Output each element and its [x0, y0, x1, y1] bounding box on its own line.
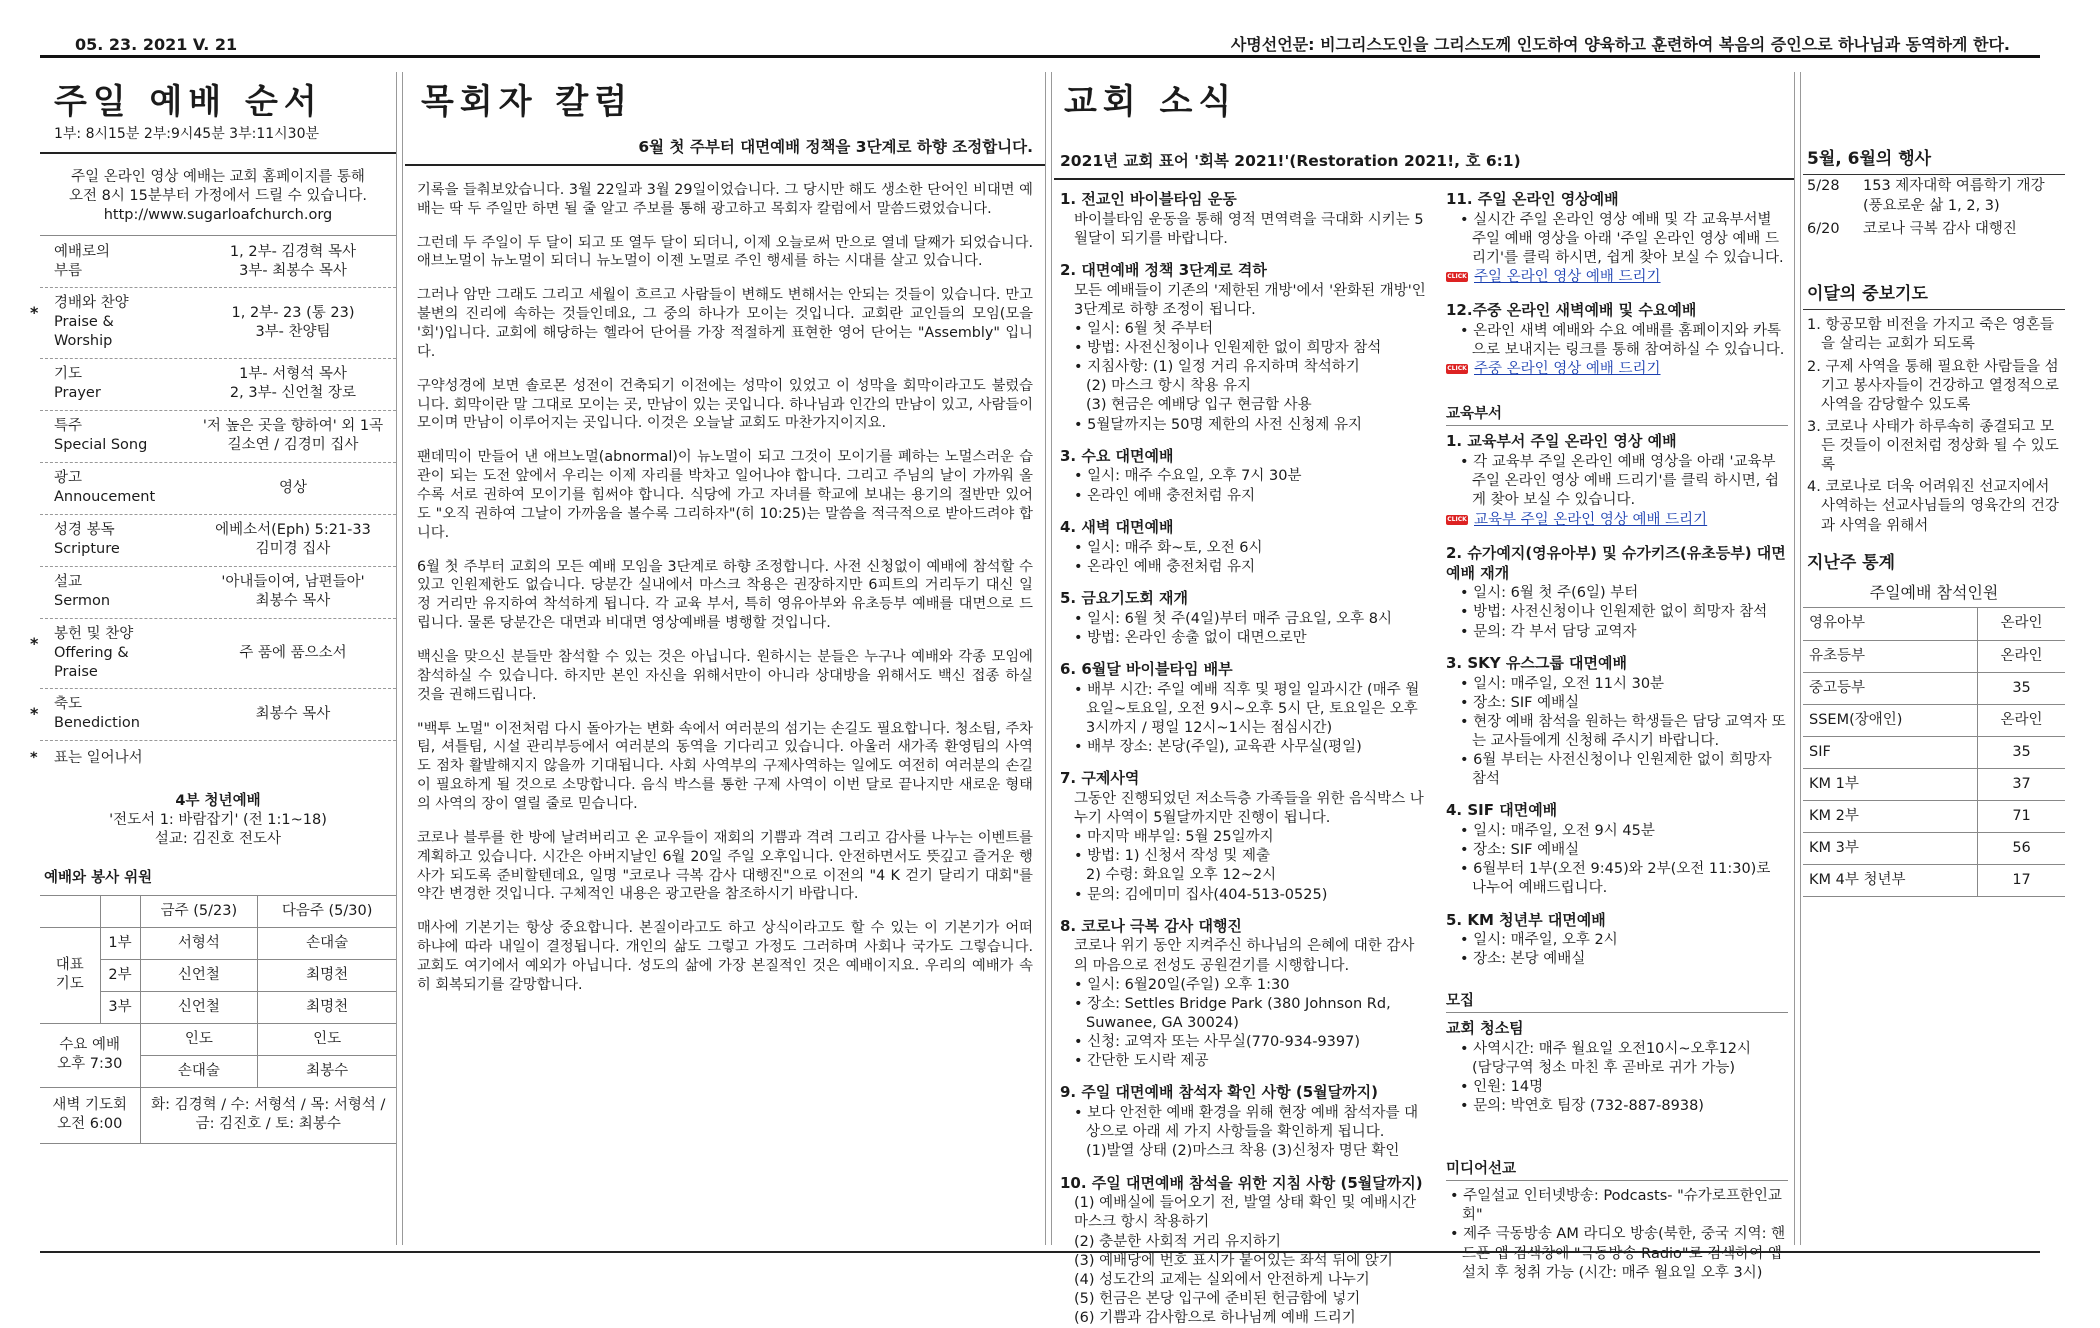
order-item-value: 1, 2부- 23 (통 23) 3부- 찬양팀	[231, 304, 355, 340]
worship-order-column	[30, 72, 396, 1245]
order-item-value: '아내들이여, 남편들아' 최봉수 목사	[221, 573, 365, 610]
stat-dept: 중고등부	[1803, 672, 1978, 704]
header-bar	[40, 32, 2040, 58]
order-row	[40, 411, 396, 463]
news-bullet: • 배부 장소: 본당(주일), 교육관 사무실(평일)	[1074, 738, 1428, 757]
prayer-title: 이달의 중보기도	[1803, 275, 2065, 310]
news-bullet: • 신청: 교역자 또는 사무실(770-934-9397)	[1074, 1033, 1428, 1052]
prayer-item: 4. 코로나로 더욱 어려워진 선교지에서 사역하는 선교사님들의 영육간의 건강과 사역을 위해서	[1807, 479, 2059, 534]
column-paragraph: 코로나 블루를 한 방에 날려버리고 온 교우들이 재회의 기쁨과 격려 그리고 감사를 나누는 이벤트를 계획하고 있습니다. 시간은 아버지날인 6월 20일 주일 오후입니다. 안전하면서도 뜻깊고 즐거운 행사가 되도록 준비할텐데요, 일명 "코로나 극복 감사 대행진"으로 이전의 "4 K 걷기 달리기 대회"를 약간 변경한 것입니다. 구체적인 내용은 광고란을 참조하시기 바랍니다.	[417, 829, 1033, 903]
order-item-value: 주 품에 품으소서	[239, 644, 347, 661]
church-news-title: 교회 소식	[1064, 82, 1238, 122]
education-online-link[interactable]: 교육부 주일 온라인 영상 예배 드리기	[1474, 511, 1708, 528]
volunteers-table: 금주 (5/23) 다음주 (5/30) 대표 기도 1부 서형석 손대술 2부 신언철 최명천 3부 신언철 최명천 수요 예배 오후 7:30 인도 인도 손대술 최봉수 새벽 기도회 오전 6:00 화: 김경혁 / 수: 서형석 / 목: 서형석 / 금: 김진호 / 토: 최봉수	[40, 895, 396, 1144]
event-date: 6/20	[1807, 220, 1840, 237]
news-bullet: • 일시: 매주 수요일, 오후 7시 30분	[1074, 467, 1428, 486]
order-item-name: 성경 봉독 Scripture	[54, 521, 120, 558]
events-list	[1803, 175, 2065, 240]
click-icon: CLICK	[1447, 365, 1467, 373]
news-item-heading: 10. 주일 대면예배 참석을 위한 지침 사항 (5월달까지)	[1060, 1173, 1423, 1192]
stat-dept: KM 1부	[1803, 768, 1978, 800]
news-item	[1060, 1174, 1428, 1328]
column-paragraph: 구약성경에 보면 솔로몬 성전이 건축되기 이전에는 성막이 있었고 이 성막을 회막이라고도 불렀습니다. 회막이란 말 그대로 모이는 곳, 만남이 있는 곳입니다. 하나님과 인간의 만남이 있고, 사람들이 모이며 만남이 이루어지는 곳입니다. 이것은 오늘날 교회도 마찬가지이지요.	[417, 377, 1033, 432]
stat-row	[1803, 768, 2065, 800]
prayer-item: 3. 코로나 사태가 하루속히 종결되고 모든 것들이 이전처럼 정상화 될 수 있도록	[1807, 418, 2059, 474]
news-item	[1060, 518, 1428, 577]
order-item-name: 특주 Special Song	[54, 417, 148, 454]
prayer-item: 1. 항공모함 비전을 가지고 죽은 영혼들을 살리는 교회가 되도록	[1807, 317, 2054, 353]
star-mark: *	[30, 633, 39, 653]
order-item-value: 1부- 서형석 목사 2, 3부- 신언철 장로	[229, 365, 357, 402]
column-body	[405, 181, 1045, 995]
column-paragraph: 매사에 기본기는 항상 중요합니다. 본질이라고도 하고 상식이라고도 할 수 있는 이 기본기가 어떠 하냐에 따라 내일이 결정됩니다. 개인의 삶도 그렇고 가정도 그러하며 사회나 국가도 그렇습니다. 교회도 여기에서 예외가 아닙니다. 성도의 삶에 가장 본질적인 것은 예배이지요. 우리의 예배가 속히 회복되기를 갈망합니다.	[417, 920, 1033, 993]
news-item-desc: 코로나 위기 동안 지켜주신 하나님의 은혜에 대한 감사의 마음으로 전성도 공원걷기를 시행합니다.	[1074, 938, 1415, 974]
stat-value: 온라인	[1978, 608, 2065, 640]
order-item-name: 기도 Prayer	[54, 365, 101, 402]
stat-dept: 영유아부	[1803, 608, 1978, 640]
stat-value: 35	[1978, 736, 2065, 768]
news-item-desc: 그동안 진행되었던 저소득층 가족들을 위한 음식박스 나누기 사역이 5월달까지만 진행이 됩니다.	[1074, 790, 1424, 827]
events-title: 5월, 6월의 행사	[1803, 140, 2065, 175]
prayer-list	[1803, 316, 2065, 535]
news-item-heading: 3. 수요 대면예배	[1060, 446, 1174, 465]
service-times: 1부: 8시15분 2부:9시45분 3부:11시30분	[54, 126, 320, 143]
event-text: 153 제자대학 여름학기 개강 (풍요로운 삶 1, 2, 3)	[1863, 178, 2045, 214]
news-item-list	[1060, 610, 1428, 648]
volunteers-title: 예배와 봉사 위원	[44, 870, 153, 887]
news-item-heading: 4. 새벽 대면예배	[1060, 517, 1174, 536]
stat-dept: KM 2부	[1803, 800, 1978, 832]
news-bullet: • 장소: Settles Bridge Park (380 Johnson Rd, Suwanee, GA 30024)	[1074, 995, 1428, 1033]
pastor-column-title: 목회자 칼럼	[421, 82, 634, 122]
news-bullet: • 일시: 6월20일(주일) 오후 1:30	[1074, 976, 1428, 995]
order-row	[40, 359, 396, 411]
order-row	[30, 288, 396, 358]
news-bullet: • 일시: 6월 첫 주(4일)부터 매주 금요일, 오후 8시	[1074, 610, 1428, 629]
event-date: 5/28	[1807, 178, 1840, 195]
stats-title: 지난주 통계	[1807, 552, 1896, 573]
education-section-title: 교육부서	[1446, 405, 1788, 426]
order-item-value: 1, 2부- 김경혁 목사 3부- 최봉수 목사	[229, 243, 357, 279]
stat-value: 17	[1978, 864, 2065, 896]
order-item-value: 영상	[278, 479, 307, 496]
sunday-online-link[interactable]: 주일 온라인 영상 예배 드리기	[1474, 269, 1661, 286]
news-item-list	[1060, 976, 1428, 1072]
order-item-value: 에베소서(Eph) 5:21-33 김미경 집사	[215, 521, 371, 558]
news-item-list	[1060, 828, 1428, 905]
attendance-table: 주일예배 참석인원 영유아부 온라인 유초등부 온라인 중고등부 35 SSEM(장애인) 온라인 SIF 35 KM 1부 37 KM 2부 71 KM 3부 56 KM 4부 청년부 17	[1803, 578, 2065, 897]
stat-row	[1803, 608, 2065, 640]
news-item	[1060, 769, 1428, 905]
column-paragraph: 그런데 두 주일이 두 달이 되고 또 열두 달이 되더니, 이제 오늘로써 만으로 열네 달째가 되었습니다. 애브노멀이 뉴노멀이 되더니 뉴노멀이 이젠 노멀로 주인 행세를 하는 시대를 살고 있습니다.	[417, 234, 1033, 270]
order-item-name: 설교 Sermon	[54, 573, 111, 610]
news-item	[1060, 917, 1428, 1072]
event-row	[1803, 175, 2065, 217]
stat-row	[1803, 704, 2065, 736]
column-lead: 6월 첫 주부터 대면예배 정책을 3단계로 하향 조정합니다.	[405, 125, 1045, 165]
click-icon: CLICK	[1447, 273, 1467, 281]
column-divider	[1794, 72, 1801, 1245]
stat-row	[1803, 736, 2065, 768]
star-mark: *	[30, 303, 39, 323]
stat-value: 온라인	[1978, 640, 2065, 672]
news-item-list	[1060, 320, 1428, 435]
stat-value: 온라인	[1978, 704, 2065, 736]
prayer-item: 2. 구제 사역을 통해 필요한 사람들을 섬기고 봉사자들이 건강하고 열정적으로 사역을 감당할수 있도록	[1807, 358, 2059, 413]
news-list-left	[1054, 180, 1434, 1328]
event-row	[1803, 218, 2065, 241]
news-item	[1060, 447, 1428, 506]
stat-row	[1803, 864, 2065, 896]
column-divider	[396, 72, 403, 1245]
stat-row	[1803, 832, 2065, 864]
stat-value: 37	[1978, 768, 2065, 800]
events-column	[1803, 72, 2065, 1245]
column-paragraph: 6월 첫 주부터 교회의 모든 예배 모임을 3단계로 하향 조정합니다. 사전 신청없이 예배에 참석할 수 있고 인원제한도 없습니다. 당분간 실내에서 마스크 착용은 권장하지만 6피트의 거리두기 대신 일정 거리만 유지하여 착석하게 됩니다. 각 교육 부서, 특히 영유아부와 유초등부 예배를 대면으로 드립니다. 물론 당분간은 대면과 비대면 영상예배를 병행할 것입니다.	[417, 558, 1033, 632]
news-item	[1060, 261, 1428, 435]
event-text: 코로나 극복 감사 대행진	[1863, 220, 2017, 237]
stat-dept: SIF	[1803, 736, 1978, 768]
news-item-list	[1060, 539, 1428, 577]
worship-order-title: 주일 예배 순서	[54, 82, 323, 122]
news-item	[1060, 1083, 1428, 1161]
order-item-name: 경배와 찬양 Praise & Worship	[54, 295, 129, 350]
order-item-name: 예배로의 부름	[54, 243, 111, 279]
star-note: * 표는 일어나서	[30, 749, 143, 766]
news-item-heading: 9. 주일 대면예배 참석자 확인 사항 (5월달까지)	[1060, 1083, 1378, 1102]
stat-dept: KM 4부 청년부	[1803, 864, 1978, 896]
news-item-heading: 7. 구제사역	[1060, 769, 1140, 788]
news-item-list	[1060, 1104, 1428, 1161]
order-row	[40, 463, 396, 515]
order-item-name: 봉헌 및 찬양 Offering & Praise	[54, 625, 134, 680]
year-motto: 2021년 교회 표어 '회복 2021!'(Restoration 2021!, 호 6:1)	[1054, 137, 1794, 179]
order-row	[40, 236, 396, 288]
news-item	[1060, 660, 1428, 757]
news-bullet: • 간단한 도시락 제공	[1074, 1052, 1428, 1071]
church-website-link[interactable]: http://www.sugarloafchurch.org	[103, 207, 333, 224]
click-icon: CLICK	[1447, 515, 1467, 523]
order-row	[40, 567, 396, 619]
stat-value: 71	[1978, 800, 2065, 832]
order-item-name: 축도 Benediction	[54, 696, 140, 732]
stat-row	[1803, 800, 2065, 832]
order-row	[40, 515, 396, 567]
news-item-desc: 모든 예배들이 기존의 '제한된 개방'에서 '완화된 개방'인 3단계로 하향 조정이 됩니다.	[1074, 282, 1426, 318]
news-item-heading: 6. 6월달 바이블타임 배부	[1060, 659, 1233, 678]
church-news-column	[1054, 72, 1794, 1327]
rep-prayer-label: 대표 기도	[40, 927, 100, 1023]
recruit-section-title: 모집	[1446, 992, 1788, 1013]
pastor-column	[405, 72, 1045, 1245]
news-bullet: • 방법: 사전신청이나 인원제한 없이 희망자 참석	[1074, 339, 1428, 358]
online-note: 주일 온라인 영상 예배는 교회 홈페이지를 통해 오전 8시 15분부터 가정에서 드릴 수 있습니다. http://www.sugarloafchurch.org	[40, 154, 396, 236]
stat-value: 56	[1978, 832, 2065, 864]
news-item	[1060, 589, 1428, 648]
order-item-name: 광고 Annoucement	[54, 469, 156, 506]
news-bullet: • 지침사항: (1) 일정 거리 유지하며 착석하기 (2) 마스크 항시 착용 유지 (3) 현금은 예배당 입구 현금함 사용	[1074, 358, 1428, 415]
news-item-heading: 1. 전교인 바이블타임 운동	[1060, 189, 1237, 208]
bulletin-date: 05. 23. 2021 V. 21	[75, 35, 238, 54]
column-paragraph: 기록을 들춰보았습니다. 3월 22일과 3월 29일이었습니다. 그 당시만 해도 생소한 단어인 비대면 예배는 딱 두 주일만 하면 될 줄 알고 주보를 통해 광고하고 목회자 칼럼에서 말씀드렸었습니다.	[417, 181, 1033, 217]
star-mark: *	[30, 703, 39, 723]
weekday-online-link[interactable]: 주중 온라인 영상 예배 드리기	[1474, 361, 1661, 378]
news-bullet: • 마지막 배부일: 5월 25일까지	[1074, 828, 1428, 847]
order-item-value: 최봉수 목사	[255, 705, 331, 722]
column-paragraph: "백투 노멀" 이전처럼 다시 돌아가는 변화 속에서 여러분의 섬기는 손길도 필요합니다. 청소팀, 주차팀, 셔틀팀, 시설 관리부등에서 여러분의 동역을 기다리고 있습니다. 아울러 새가족 환영팀의 사역도 점차 활발해지지 않을까 기대됩니다. 사회 사역부의 구제사역하는 일에도 여전히 여러분의 손길이 필요하게 될 것으로 소망합니다. 음식 박스를 통한 구제 사역이 이번 달로 끝나지만 새로운 형태의 사역의 장이 열릴 줄로 믿습니다.	[417, 720, 1033, 813]
stat-dept: SSEM(장애인)	[1803, 704, 1978, 736]
column-paragraph: 그러나 암만 그래도 그리고 세월이 흐르고 사람들이 변해도 변해서는 안되는 것들이 있습니다. 만고불변의 진리에 속하는 것들인데요, 그 중의 하나가 모이는 것입니다. 교회란 교인들의 모임(모을 '회')입니다. 교회에 해당하는 헬라어 단어를 가장 적절하게 표현한 영어 단어는 "Assembly" 입니다.	[417, 287, 1033, 360]
news-item-heading: 2. 대면예배 정책 3단계로 격하	[1060, 260, 1267, 279]
news-list-right: 11. 주일 온라인 영상예배 • 실시간 주일 온라인 영상 예배 및 각 교육부서별 주일 예배 영상을 아래 '주일 온라인 영상 예배 드리기'를 클릭 하시면, 쉽게 찾아 보실 수 있습니다. CLICK 주일 온라인 영상 예배 드리기 12.주중 온라인 새벽예배 및 수요예배 • 온라인 새벽 예배와 수요 예배를 홈페이지와 카톡으로 보내지는 링크를 통해 참여하실 수 있습니다. CLICK 주중 온라인 영상 예배 드리기 교육부서 1. 교육부서 주일 온라인 영상 예배 • 각 교육부 주일 온라인 예배 영상을 아래 '교육부 주일 온라인 영상 예배 드리기'를 클릭 하시면, 쉽게 찾아 보실 수 있습니다. CLICK 교육부 주일 온라인 영상 예배 드리기 2. 슈가예지(영유아부) 및 슈가키즈(유초등부) 대면예배 재개 • 일시: 6월 첫 주(6일) 부터 • 방법: 사전신청이나 인원제한 없이 희망자 참석 • 문의: 각 부서 담당 교역자 3. SKY 유스그룹 대면예배 • 일시: 매주일, 오전 11시 30분 • 장소: SIF 예배실 • 현장 예배 참석을 원하는 학생들은 담당 교역자 또는 교사들에게 신청해 주시기 바랍니다. • 6월 부터는 사전신청이나 인원제한 없이 희망자 참석 4. SIF 대면예배 • 일시: 매주일, 오전 9시 45분 • 장소: SIF 예배실 • 6월부터 1부(오전 9:45)와 2부(오전 11:30)로 나누어 예배드립니다. 5. KM 청년부 대면예배 • 일시: 매주일, 오후 2시 • 장소: 본당 예배실 모집 교회 청소팀 • 사역시간: 매주 월요일 오전10시~오후12시 (담당구역 청소 마친 후 곧바로 귀가 가능) • 인원: 14명 • 문의: 박연호 팀장 (732-887-8938) 미디어선교 • 주일설교 인터넷방송: Podcasts- "슈가로프한인교회" • 제주 극동방송 AM 라디오 방송(북한, 중국 지역: 핸드폰 앱 검색창에 "극동방송 Radio"로 검색하여 앱 설치 후 청취 가능 (시간: 매주 월요일 오후 3시)	[1434, 180, 1794, 1328]
news-bullet: • 문의: 김에미미 집사(404-513-0525)	[1074, 886, 1428, 905]
news-bullet: • 일시: 매주 화~토, 오전 6시	[1074, 539, 1428, 558]
news-bullet: • 방법: 1) 신청서 작성 및 제출 2) 수령: 화요일 오후 12~2시	[1074, 847, 1428, 885]
stat-dept: KM 3부	[1803, 832, 1978, 864]
news-bullet: • 배부 시간: 주일 예배 직후 및 평일 일과시간 (매주 월요일~토요일, 오전 9시~오후 5시 단, 토요일은 오후 3시까지 / 평일 12시~1시는 점심시간)	[1074, 681, 1428, 738]
mission-statement: 사명선언문: 비그리스도인을 그리스도께 인도하여 양육하고 훈련하여 복음의 증인으로 하나님과 동역하게 한다.	[1230, 35, 2010, 54]
column-paragraph: 팬데믹이 만들어 낸 애브노멀(abnormal)이 뉴노멀이 되고 그것이 모이기를 폐하는 노멀스러운 습관이 되는 도전 앞에서 우리는 이제 자리를 박차고 일어나야 합니다. 그리고 주님의 날이 가까워 올수록 서로 권하여 모이기를 힘써야 합니다. 식당에 가고 자녀를 학교에 보내는 용기의 절반만 있어도 "오직 권하여 그날이 가까움을 볼수록 그리하자"(히 10:25)는 말씀을 적극적으로 받아드려야 합니다.	[417, 449, 1033, 541]
news-item-heading: 8. 코로나 극복 감사 대행진	[1060, 916, 1242, 935]
stat-row	[1803, 672, 2065, 704]
stat-value: 35	[1978, 672, 2065, 704]
news-item-heading: 5. 금요기도회 재개	[1060, 588, 1189, 607]
news-item-desc: (1) 예배실에 들어오기 전, 발열 상태 확인 및 예배시간 마스크 항시 착용하기 (2) 충분한 사회적 거리 유지하기 (3) 예배당에 번호 표시가 붙어있는 좌석 뒤에 앉기 (4) 성도간의 교제는 실외에서 안전하게 나누기 (5) 헌금은 본당 입구에 준비된 헌금함에 넣기 (6) 기쁨과 감사함으로 하나님께 예배 드리기	[1074, 1195, 1417, 1327]
news-bullet: • 방법: 온라인 송출 없이 대면으로만	[1074, 629, 1428, 648]
order-item-value: '저 높은 곳을 향하여' 외 1곡 길소연 / 김경미 집사	[202, 417, 384, 454]
stat-row	[1803, 640, 2065, 672]
news-bullet: • 온라인 예배 충전처럼 유지	[1074, 487, 1428, 506]
news-item-list	[1060, 467, 1428, 505]
news-bullet: • 5월달까지는 50명 제한의 사전 신청제 유지	[1074, 416, 1428, 435]
news-bullet: • 온라인 예배 충전처럼 유지	[1074, 558, 1428, 577]
media-section-title: 미디어선교	[1446, 1160, 1788, 1181]
news-bullet: • 보다 안전한 예배 환경을 위해 현장 예배 참석자를 대상으로 아래 세 가지 사항들을 확인하게 됩니다. (1)발열 상태 (2)마스크 착용 (3)신청자 명단 확인	[1074, 1104, 1428, 1161]
order-row	[30, 689, 396, 741]
youth-service: 4부 청년예배 '전도서 1: 바람잡기' (전 1:1~18) 설교: 김진호 전도사	[109, 793, 327, 848]
column-paragraph: 백신을 맞으신 분들만 참석할 수 있는 것은 아닙니다. 원하시는 분들은 누구나 예배와 각종 모임에 참석하실 수 있습니다. 하지만 본인 자신을 위해서만이 아니라 상대방을 위해서도 백신 접종 하실 것을 권해드립니다.	[417, 649, 1033, 703]
news-item-desc: 바이블타임 운동을 통해 영적 면역력을 극대화 시키는 5월달이 되기를 바랍니다.	[1074, 211, 1424, 247]
stat-dept: 유초등부	[1803, 640, 1978, 672]
order-list	[30, 236, 396, 741]
news-item	[1060, 190, 1428, 249]
news-item-list	[1060, 681, 1428, 758]
order-row	[30, 619, 396, 689]
column-divider	[1045, 72, 1052, 1245]
news-bullet: • 일시: 6월 첫 주부터	[1074, 320, 1428, 339]
